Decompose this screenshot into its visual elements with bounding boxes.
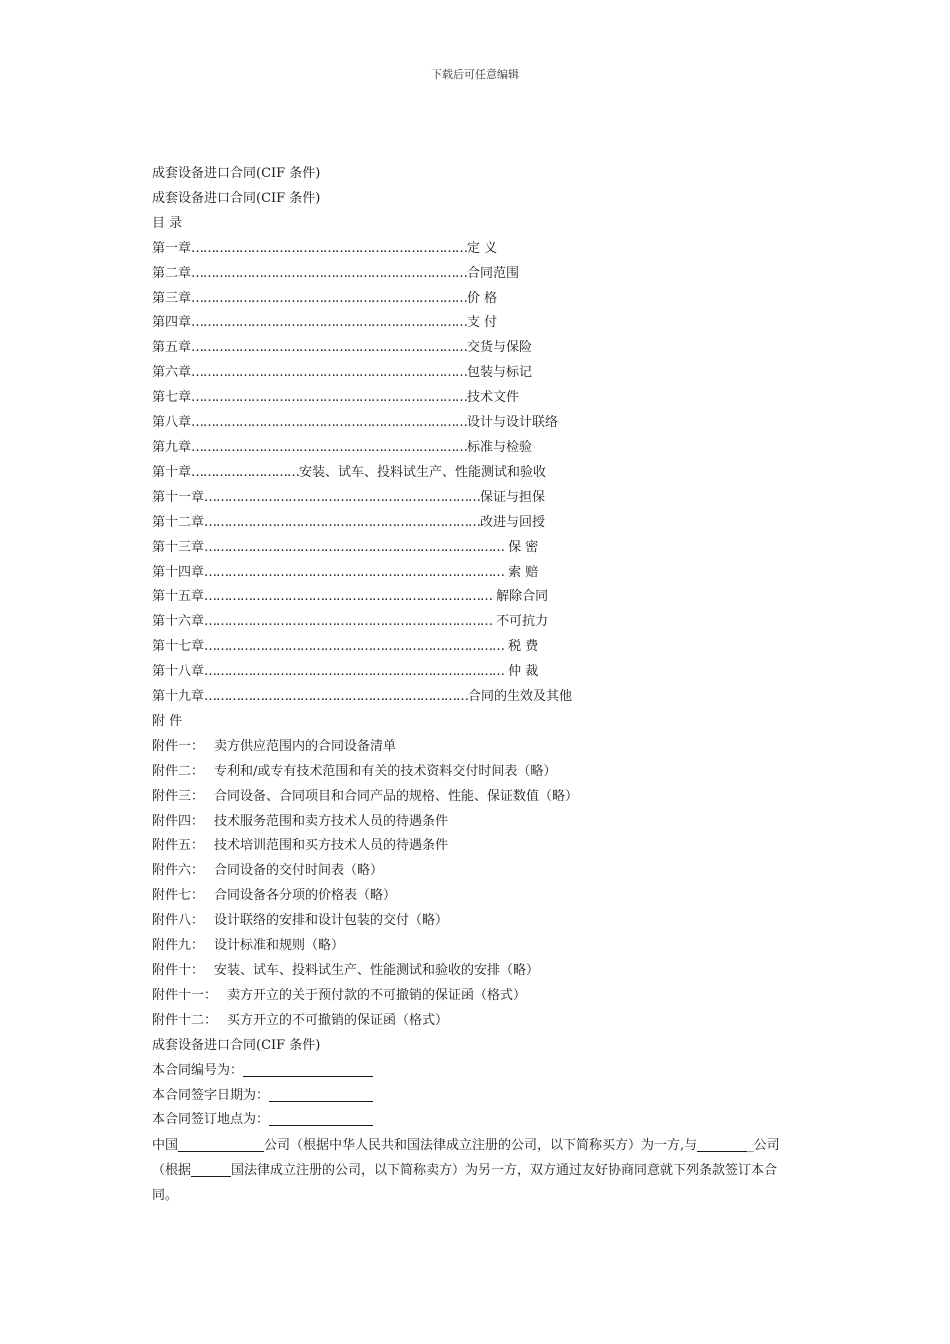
annex-text: 安装、试车、投料试生产、性能测试和验收的安排（略） xyxy=(214,963,540,978)
toc-leader-dots: ……………………… xyxy=(191,464,300,480)
buyer-company-blank[interactable] xyxy=(178,1135,264,1152)
toc-chapter: 第十六章 xyxy=(152,614,205,630)
annex-label: 附件七： xyxy=(152,888,205,904)
annex-label: 附件二： xyxy=(152,763,205,779)
toc-leader-dots: ………………………………………………………………… xyxy=(204,539,505,555)
toc-title: 安装、试车、投料试生产、性能测试和验收 xyxy=(299,464,547,480)
toc-entry xyxy=(152,436,802,461)
toc-chapter: 第十九章 xyxy=(152,689,205,705)
toc-leader-dots: …………………………………………………………… xyxy=(191,415,468,431)
toc-leader-dots: …………………………………………………………… xyxy=(191,315,468,331)
annex-label: 附件一： xyxy=(152,738,205,754)
contract-date-row xyxy=(152,1084,802,1109)
annex-label: 附件三： xyxy=(152,788,205,804)
toc-chapter: 第八章 xyxy=(152,415,192,431)
toc-title: 技术文件 xyxy=(467,390,520,406)
toc-chapter: 第十八章 xyxy=(152,664,205,680)
annex-text: 买方开立的不可撤销的保证函（格式） xyxy=(227,1012,449,1028)
contract-number-row xyxy=(152,1059,802,1084)
toc-title: 交货与保险 xyxy=(467,340,533,356)
annex-label: 附件四： xyxy=(152,813,205,829)
toc-entry xyxy=(152,635,802,660)
toc-chapter: 第四章 xyxy=(152,315,192,331)
toc-title: 定 义 xyxy=(467,240,498,256)
table-of-contents xyxy=(152,237,802,710)
annex-entry xyxy=(152,735,802,760)
toc-entry xyxy=(152,262,802,287)
header-note: 下载后可任意编辑 xyxy=(431,68,519,81)
seller-company-blank[interactable] xyxy=(697,1135,747,1152)
toc-entry xyxy=(152,585,802,610)
contract-preamble xyxy=(152,1133,800,1208)
annex-label: 附件十： xyxy=(152,963,205,978)
contract-number-blank[interactable] xyxy=(243,1060,373,1077)
toc-title: 合同的生效及其他 xyxy=(468,689,573,705)
toc-chapter: 第十章 xyxy=(152,464,192,480)
contract-place-blank[interactable] xyxy=(269,1109,373,1126)
annex-label: 附件五： xyxy=(152,838,205,854)
toc-chapter: 第五章 xyxy=(152,340,192,356)
annex-text: 设计标准和规则（略） xyxy=(214,938,345,954)
toc-entry xyxy=(152,610,802,635)
toc-entry xyxy=(152,336,802,361)
toc-chapter: 第二章 xyxy=(152,265,192,281)
toc-chapter: 第十五章 xyxy=(152,589,205,605)
toc-title: 税 费 xyxy=(504,639,539,655)
annex-entry xyxy=(152,785,802,810)
annex-label: 附件九： xyxy=(152,938,205,954)
toc-chapter: 第七章 xyxy=(152,390,192,406)
toc-entry xyxy=(152,486,802,511)
toc-leader-dots: ………………………………………………………… xyxy=(204,689,469,705)
toc-leader-dots: …………………………………………………………… xyxy=(191,365,468,381)
annex-entry xyxy=(152,810,802,835)
toc-leader-dots: …………………………………………………………… xyxy=(191,290,468,306)
toc-chapter: 第十二章 xyxy=(152,514,205,530)
toc-entry xyxy=(152,461,802,486)
annex-text: 合同设备的交付时间表（略） xyxy=(214,863,384,879)
toc-leader-dots: ………………………………………………………………… xyxy=(204,564,505,580)
toc-chapter: 第十三章 xyxy=(152,539,205,555)
annex-list xyxy=(152,735,802,1034)
toc-entry xyxy=(152,511,802,536)
contract-date-label: 本合同签字日期为： xyxy=(152,1087,270,1103)
annex-label: 附件八： xyxy=(152,913,205,929)
annex-label: 附件十二： xyxy=(152,1012,218,1028)
toc-chapter: 第六章 xyxy=(152,365,192,381)
annex-entry xyxy=(152,884,802,909)
contract-title: 成套设备进口合同(CIF 条件) xyxy=(152,1037,321,1053)
toc-title: 不可抗力 xyxy=(492,614,549,630)
toc-title: 保证与担保 xyxy=(480,489,546,505)
toc-entry xyxy=(152,685,802,710)
contract-date-blank[interactable] xyxy=(269,1085,373,1102)
annex-entry xyxy=(152,859,802,884)
toc-title: 索 赔 xyxy=(504,564,539,580)
toc-title: 包装与标记 xyxy=(467,365,533,381)
toc-leader-dots: …………………………………………………………… xyxy=(191,340,468,356)
annex-text: 专利和/或专有技术范围和有关的技术资料交付时间表（略） xyxy=(214,763,557,779)
preamble-part3: 国法律成立注册的公司，以下简称卖方）为另一方，双方通过友好协商同意就下列条款签订本合同。 xyxy=(152,1163,778,1204)
annex-label: 附件六： xyxy=(152,863,205,879)
toc-leader-dots: ……………………………………………………………… xyxy=(204,589,493,605)
annex-entry xyxy=(152,834,802,859)
toc-entry xyxy=(152,361,802,386)
toc-title: 解除合同 xyxy=(492,589,549,605)
annex-label: 附件十一： xyxy=(152,987,218,1003)
seller-country-blank[interactable] xyxy=(191,1160,231,1177)
contract-place-label: 本合同签订地点为： xyxy=(152,1112,270,1128)
annex-heading: 附 件 xyxy=(152,713,183,729)
toc-chapter: 第十七章 xyxy=(152,639,205,655)
preamble-underscore: _ xyxy=(747,1138,754,1154)
toc-leader-dots: …………………………………………………………… xyxy=(191,240,468,256)
toc-entry xyxy=(152,311,802,336)
toc-entry xyxy=(152,536,802,561)
preamble-part1: 公司（根据中华人民共和国法律成立注册的公司，以下简称买方）为一方,与 xyxy=(264,1138,698,1154)
toc-title: 改进与回授 xyxy=(480,514,546,530)
toc-entry xyxy=(152,561,802,586)
toc-entry xyxy=(152,237,802,262)
toc-title: 支 付 xyxy=(467,315,498,331)
toc-leader-dots: …………………………………………………………… xyxy=(204,489,481,505)
toc-title: 保 密 xyxy=(504,539,539,555)
toc-leader-dots: …………………………………………………………… xyxy=(191,390,468,406)
toc-entry xyxy=(152,386,802,411)
toc-chapter: 第十一章 xyxy=(152,489,205,505)
toc-leader-dots: …………………………………………………………… xyxy=(204,514,481,530)
preamble-part2: 公司（根据 xyxy=(152,1138,780,1179)
toc-title: 价 格 xyxy=(467,290,498,306)
toc-leader-dots: …………………………………………………………… xyxy=(191,439,468,455)
toc-chapter: 第十四章 xyxy=(152,564,205,580)
annex-text: 技术培训范围和买方技术人员的待遇条件 xyxy=(214,838,449,854)
toc-entry xyxy=(152,411,802,436)
toc-chapter: 第三章 xyxy=(152,290,192,306)
preamble-china: 中国 xyxy=(152,1138,179,1154)
toc-entry xyxy=(152,287,802,312)
toc-leader-dots: ……………………………………………………………… xyxy=(204,614,493,630)
annex-entry xyxy=(152,760,802,785)
annex-entry xyxy=(152,934,802,959)
contract-place-row xyxy=(152,1108,802,1133)
toc-leader-dots: ………………………………………………………………… xyxy=(204,664,505,680)
annex-entry xyxy=(152,1009,802,1034)
toc-leader-dots: ………………………………………………………………… xyxy=(204,639,505,655)
doc-title: 成套设备进口合同(CIF 条件) xyxy=(152,166,321,181)
toc-chapter: 第九章 xyxy=(152,439,192,455)
document-body xyxy=(152,162,802,1208)
annex-entry xyxy=(152,959,802,984)
annex-text: 卖方供应范围内的合同设备清单 xyxy=(214,738,397,754)
toc-title: 标准与检验 xyxy=(467,439,533,455)
toc-chapter: 第一章 xyxy=(152,240,192,256)
toc-leader-dots: …………………………………………………………… xyxy=(191,265,468,281)
annex-entry xyxy=(152,984,802,1009)
toc-title: 合同范围 xyxy=(467,265,520,281)
annex-text: 合同设备各分项的价格表（略） xyxy=(214,888,397,904)
annex-text: 设计联络的安排和设计包装的交付（略） xyxy=(214,913,449,929)
toc-heading: 目 录 xyxy=(152,215,183,231)
annex-text: 合同设备、合同项目和合同产品的规格、性能、保证数值（略） xyxy=(214,788,579,804)
toc-title: 仲 裁 xyxy=(504,664,539,680)
toc-entry xyxy=(152,660,802,685)
doc-title-repeat: 成套设备进口合同(CIF 条件) xyxy=(152,190,321,206)
annex-text: 卖方开立的关于预付款的不可撤销的保证函（格式） xyxy=(227,987,527,1003)
contract-number-label: 本合同编号为： xyxy=(152,1062,244,1078)
annex-text: 技术服务范围和卖方技术人员的待遇条件 xyxy=(214,813,449,829)
annex-entry xyxy=(152,909,802,934)
toc-title: 设计与设计联络 xyxy=(467,415,559,431)
